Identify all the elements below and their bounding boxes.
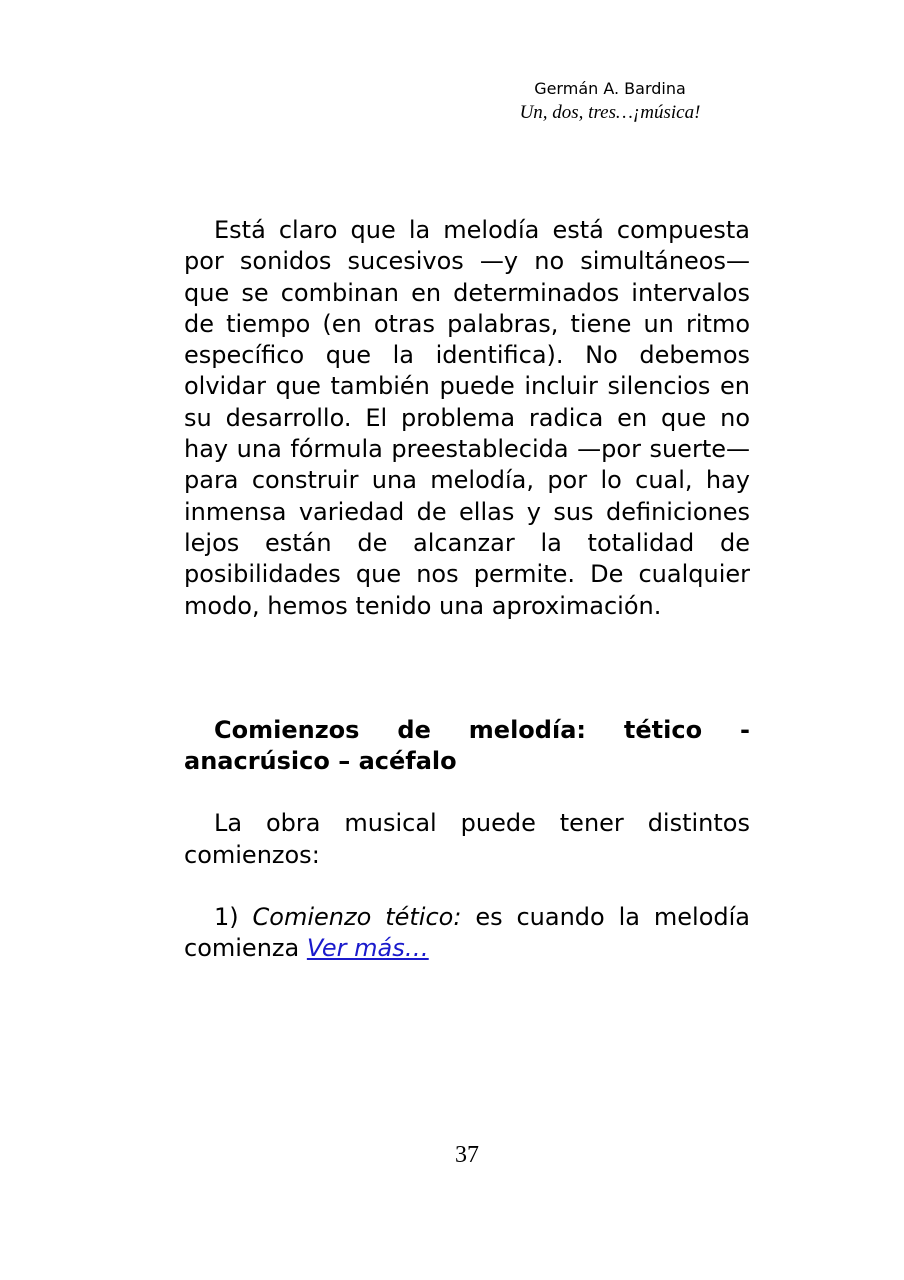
body-paragraph: Está claro que la melodía está compuesta por sonidos sucesivos —y no simultáneos— que se combinan en determinados intervalos de tiempo (en otras palabras, tiene un ritmo específico que la identifica). No debemos olvidar que también puede incluir silencios en su desarrollo. El problema radica en que no hay una fórmula preestablecida —por suerte— para construir una melodía, por lo cual, hay inmensa variedad de ellas y sus definiciones lejos están de alcanzar la totalidad de posibilidades que nos permite. De cualquier modo, hemos tenido una aproximación. (184, 216, 750, 620)
read-more-link[interactable]: Ver más… (306, 934, 429, 963)
list-item-text: es cuando la melodía comienza (184, 903, 750, 963)
list-item-number: 1) (214, 903, 239, 932)
page-content (184, 215, 750, 965)
list-item-term: Comienzo tético: (252, 903, 462, 932)
header-book-title: Un, dos, tres…¡música! (519, 102, 701, 123)
running-header (490, 78, 730, 126)
section-heading: Comienzos de melodía: tético - anacrúsico – acéfalo (184, 715, 750, 776)
body-paragraph: La obra musical puede tener distintos comienzos: (184, 809, 750, 869)
header-author: Germán A. Bardina (534, 79, 686, 98)
page-number: 37 (455, 1142, 479, 1168)
list-item (184, 902, 750, 965)
